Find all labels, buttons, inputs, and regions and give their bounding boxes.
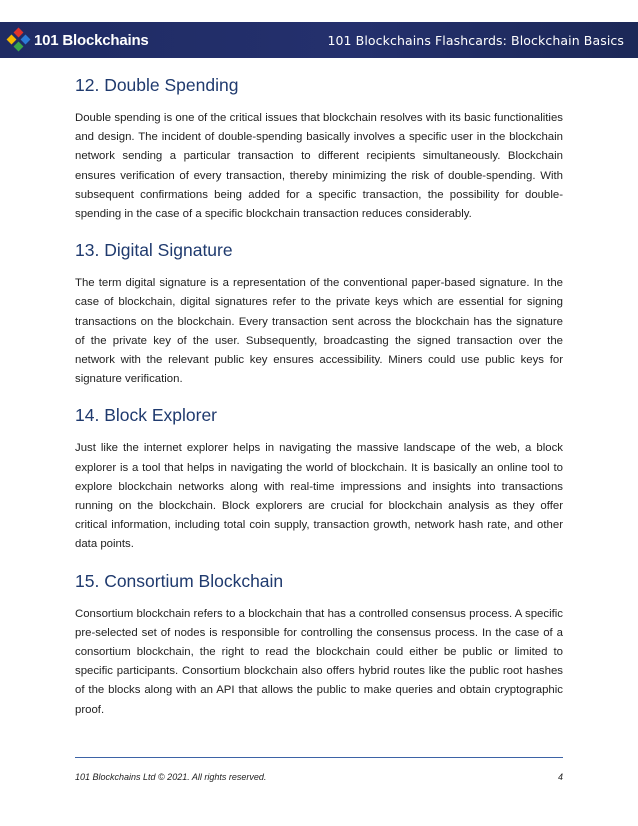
section-heading: 12. Double Spending: [75, 75, 239, 95]
logo-cube-icon: [8, 29, 30, 51]
page-number: 4: [557, 772, 563, 782]
section-heading: 15. Consortium Blockchain: [75, 570, 284, 591]
page-footer: [75, 772, 563, 782]
section-body: Consortium blockchain refers to a blockchain that has a controlled consensus process. A specific pre-selected set of nodes is responsible for controlling the consensus process. In the case of a consortium blockchain, the right to read the blockchain could either be public or limited to specific participants. Consortium blockchain also offers hybrid routes like the public root hashes of the blocks along with an API that allows the public to make queries and obtain cryptographic proof.: [75, 607, 563, 716]
section-body: The term digital signature is a representation of the conventional paper-based signature. In the case of blockchain, digital signatures refer to the private keys which are essential for signing transactions on the blockchain. Every transaction sent across the blockchain has the signature of the private key of the user. Subsequently, broadcasting the signed transaction over the network with the relevant public key ensures accessibility. Miners could use public keys for signature verification.: [75, 277, 563, 386]
section-block-explorer: [75, 404, 563, 554]
document-title: 101 Blockchains Flashcards: Blockchain Basics: [327, 32, 624, 48]
header-banner: [0, 22, 638, 58]
brand-logo: [8, 29, 149, 51]
page-content: [75, 74, 563, 735]
section-heading: 14. Block Explorer: [75, 405, 218, 426]
section-double-spending: [75, 74, 563, 224]
logo-text: 101 Blockchains: [34, 31, 149, 49]
section-heading: 13. Digital Signature: [75, 240, 233, 261]
section-consortium-blockchain: [75, 570, 563, 720]
footer-divider: [75, 757, 563, 758]
copyright-text: 101 Blockchains Ltd © 2021. All rights reserved.: [75, 772, 267, 782]
section-digital-signature: [75, 239, 563, 389]
section-body: Just like the internet explorer helps in navigating the massive landscape of the web, a block explorer is a tool that helps in navigating the world of blockchain. It is basically an online tool to explore blockchain networks along with real-time impressions and insights into transactions running on the blockchain. Block explorers are crucial for blockchain analysis as they offer critical information, including total coin supply, transaction growth, network hash rate, and other data points.: [75, 442, 563, 551]
section-body: Double spending is one of the critical issues that blockchain resolves with its basic functionalities and design. The incident of double-spending basically involves a specific user in the blockchain network sending a particular transaction to different recipients simultaneously. Blockchain ensures verification of every transaction, thereby minimizing the risk of double-spending. With subsequent confirmations being added for a specific transaction, the possibility for double-spending in the case of a specific blockchain transaction reduces considerably.: [75, 112, 563, 221]
